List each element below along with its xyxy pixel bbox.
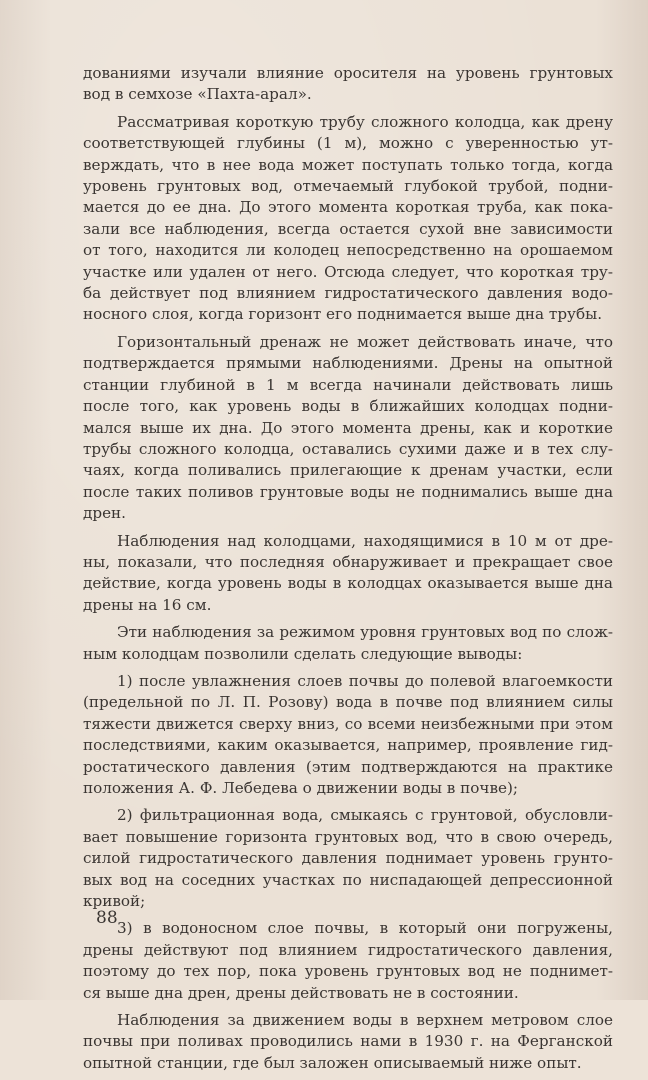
- text-line: 1) после увлажнения слоев почвы до полевой влагоемкости: [117, 671, 613, 690]
- text-line: кривой;: [83, 892, 146, 911]
- text-line: ным колодцам позволили сделать следующие выводы:: [83, 644, 523, 663]
- text-line: (предельной по Л. П. Розову) вода в почве под влиянием силы: [83, 693, 613, 712]
- text-line: после того, как уровень воды в ближайших колодцах подни-: [83, 397, 613, 416]
- text-line: дрены на 16 см.: [83, 595, 212, 614]
- text-line: ба действует под влиянием гидростатического давления водо-: [83, 284, 613, 303]
- text-line: мался выше их дна. До этого момента дрены, как и короткие: [83, 418, 613, 437]
- text-line: верждать, что в нее вода может поступать только тогда, когда: [83, 155, 613, 174]
- conclusion-item-1: [83, 671, 613, 799]
- text-line: ны, показали, что последняя обнаруживает и прекращает свое: [83, 552, 613, 571]
- text-line: участке или удален от него. Отсюда следует, что короткая тру-: [83, 262, 613, 281]
- text-line: зали все наблюдения, всегда остается сухой вне зависимости: [83, 219, 613, 238]
- paragraph-continuation: [83, 63, 613, 106]
- conclusion-item-2: [83, 805, 613, 912]
- text-line: дованиями изучали влияние оросителя на уровень грунтовых: [83, 64, 613, 82]
- text-line: носного слоя, когда горизонт его поднимается выше дна трубы.: [83, 305, 603, 324]
- text-line: вод в семхозе «Пахта-арал».: [83, 85, 312, 104]
- text-line: действие, когда уровень воды в колодцах оказывается выше дна: [83, 574, 613, 593]
- text-line: мается до ее дна. До этого момента короткая труба, как пока-: [83, 198, 613, 217]
- page-number: 88: [96, 908, 118, 928]
- text-line: Наблюдения над колодцами, находящимися в 10 м от дре-: [117, 531, 613, 550]
- body-text: [83, 63, 613, 1080]
- text-line: вает повышение горизонта грунтовых вод, что в свою очередь,: [83, 827, 613, 846]
- paragraph-short-pipe: [83, 112, 613, 326]
- paragraph-conclusions-intro: [83, 622, 613, 665]
- text-line: дрен.: [83, 504, 127, 523]
- paragraph-well-observations: [83, 531, 613, 617]
- text-line: соответствующей глубины (1 м), можно с уверенностью ут-: [83, 134, 613, 153]
- conclusion-item-3: [83, 918, 613, 1004]
- text-line: поэтому до тех пор, пока уровень грунтовых вод не поднимет-: [83, 962, 613, 981]
- text-line: уровень грунтовых вод, отмечаемый глубокой трубой, подни-: [83, 177, 613, 196]
- paragraph-water-movement: [83, 1010, 613, 1074]
- text-line: 3) в водоносном слое почвы, в который они погружены,: [117, 919, 613, 938]
- text-line: вых вод на соседних участках по ниспадающей депрессионной: [83, 870, 613, 889]
- text-line: Наблюдения за движением воды в верхнем метровом слое: [117, 1011, 613, 1030]
- paragraph-horizontal-drainage: [83, 332, 613, 525]
- text-line: опытной станции, где был заложен описываемый ниже опыт.: [83, 1053, 582, 1072]
- text-line: подтверждается прямыми наблюдениями. Дрены на опытной: [83, 354, 613, 373]
- text-line: тяжести движется сверху вниз, со всеми неизбежными при этом: [83, 714, 613, 733]
- text-line: почвы при поливах проводились нами в 1930 г. на Ферганской: [83, 1032, 613, 1051]
- text-line: положения А. Ф. Лебедева о движении воды в почве);: [83, 779, 519, 797]
- text-line: Горизонтальный дренаж не может действовать иначе, что: [117, 332, 613, 351]
- text-line: Рассматривая короткую трубу сложного колодца, как дрену: [117, 112, 613, 131]
- text-line: ростатического давления (этим подтверждаются на практике: [83, 757, 613, 776]
- text-line: трубы сложного колодца, оставались сухими даже и в тех слу-: [83, 439, 613, 458]
- text-line: последствиями, каким оказывается, например, проявление гид-: [83, 736, 613, 755]
- text-line: 2) фильтрационная вода, смыкаясь с грунтовой, обусловли-: [117, 806, 613, 825]
- text-line: силой гидростатического давления поднимает уровень грунто-: [83, 849, 613, 868]
- text-line: чаях, когда поливались прилегающие к дренам участки, если: [83, 461, 613, 480]
- text-line: станции глубиной в 1 м всегда начинали действовать лишь: [83, 375, 613, 394]
- text-line: после таких поливов грунтовые воды не поднимались выше дна: [83, 482, 613, 501]
- text-line: Эти наблюдения за режимом уровня грунтовых вод по слож-: [117, 623, 613, 642]
- text-line: от того, находится ли колодец непосредственно на орошаемом: [83, 241, 613, 260]
- text-line: ся выше дна дрен, дрены действовать не в состоянии.: [83, 983, 519, 1002]
- text-line: дрены действуют под влиянием гидростатического давления,: [83, 940, 613, 959]
